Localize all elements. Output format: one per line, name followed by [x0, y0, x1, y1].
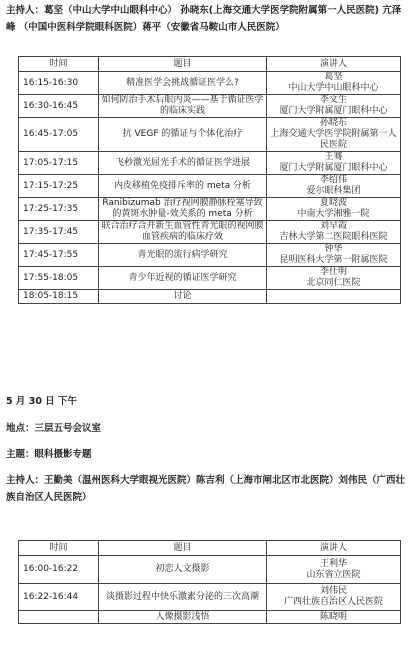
table-row [19, 290, 401, 304]
cell-speaker: 王利华 山东省立医院 [267, 556, 401, 584]
cell-topic: 青光眼的流行病学研究 [99, 244, 267, 267]
cell-time: 17:05-17:15 [19, 152, 99, 175]
session1-hosts: 主持人：葛坚（中山大学中山眼科中心） 孙晓东(上海交通大学医学院附属第一人民医院) 亢泽峰 （中国中医科学院眼科医院）蒋平（安徽省马鞍山市人民医院） [6, 5, 402, 33]
cell-topic: Ranibizumab 治疗视网膜静脉栓塞导致的黄斑水肿量-效关系的 meta 分析 [99, 198, 267, 221]
header-time: 时间 [19, 541, 99, 556]
cell-speaker: 刘伟民 广西壮族自治区人民医院 [267, 584, 401, 611]
cell-topic: 初恋人文摄影 [99, 556, 267, 584]
cell-speaker: 王骞 厦门大学附属厦门眼科中心 [267, 152, 401, 175]
session2-hosts: 主持人：王勤美（温州医科大学眼视光医院）陈吉利（上海市闸北区市北医院）刘伟民（广西壮族自治区人民医院） [6, 475, 406, 503]
header-topic: 题目 [99, 541, 267, 556]
cell-time: 17:35-17:45 [19, 221, 99, 244]
table-row [19, 556, 401, 584]
cell-topic: 抗 VEGF 的循证与个体化治疗 [99, 118, 267, 152]
cell-speaker: 葛坚 中山大学中山眼科中心 [267, 72, 401, 95]
cell-time: 16:45-17:05 [19, 118, 99, 152]
session2-theme: 主题：眼科摄影专题 [6, 449, 92, 460]
cell-topic: 联合治疗合并新生血管性青光眼的视网膜血管疾病的临床疗效 [99, 221, 267, 244]
table-row [19, 175, 401, 198]
cell-time: 16:30-16:45 [19, 95, 99, 118]
table-row [19, 611, 401, 624]
session1-schedule-table [18, 56, 401, 304]
session2-date: 5 月 30 日 下午 [6, 396, 78, 407]
cell-topic: 飞秒激光屈光手术的循证医学进展 [99, 152, 267, 175]
cell-speaker: 李文生 厦门大学附属厦门眼科中心 [267, 95, 401, 118]
table-row [19, 221, 401, 244]
session2-location: 地点：三层五号会议室 [6, 423, 102, 434]
table-row [19, 198, 401, 221]
table-row [19, 584, 401, 611]
cell-time: 16:00-16:22 [19, 556, 99, 584]
table-row [19, 95, 401, 118]
header-speaker: 演讲人 [267, 541, 401, 556]
table-header-row [19, 57, 401, 72]
table-row [19, 244, 401, 267]
cell-time: 18:05-18:15 [19, 290, 99, 304]
cell-speaker: 孙晓东 上海交通大学医学院附属第一人民医院 [267, 118, 401, 152]
cell-speaker: 夏晓波 中南大学湘雅一院 [267, 198, 401, 221]
cell-topic: 精准医学会挑战循证医学么? [99, 72, 267, 95]
cell-speaker: 刘早霞 吉林大学第二医院眼科医院 [267, 221, 401, 244]
cell-topic: 青少年近视的循证医学研究 [99, 267, 267, 290]
table-row [19, 118, 401, 152]
cell-topic: 如何防治手术后眼内炎——基于循证医学的临床实践 [99, 95, 267, 118]
cell-time [19, 611, 99, 624]
table-row [19, 72, 401, 95]
table-row [19, 152, 401, 175]
header-topic: 题目 [99, 57, 267, 72]
cell-topic: 谈摄影过程中快乐激素分泌的三次高潮 [99, 584, 267, 611]
cell-time: 17:45-17:55 [19, 244, 99, 267]
cell-speaker: 李仕明 北京同仁医院 [267, 267, 401, 290]
session2-schedule-table [18, 540, 401, 624]
cell-time: 17:55-18:05 [19, 267, 99, 290]
cell-speaker: 陈晓明 [267, 611, 401, 624]
header-speaker: 演讲人 [267, 57, 401, 72]
cell-topic: 人像摄影浅悟 [99, 611, 267, 624]
table-row [19, 267, 401, 290]
cell-time: 17:15-17:25 [19, 175, 99, 198]
cell-topic: 讨论 [99, 290, 267, 304]
cell-time: 16:22-16:44 [19, 584, 99, 611]
cell-time: 16:15-16:30 [19, 72, 99, 95]
cell-speaker: 钟华 昆明医科大学第一附属医院 [267, 244, 401, 267]
cell-speaker [267, 290, 401, 304]
table-header-row [19, 541, 401, 556]
header-time: 时间 [19, 57, 99, 72]
cell-topic: 内皮移植免疫排斥率的 meta 分析 [99, 175, 267, 198]
cell-time: 17:25-17:35 [19, 198, 99, 221]
cell-speaker: 李绍伟 爱尔眼科集团 [267, 175, 401, 198]
